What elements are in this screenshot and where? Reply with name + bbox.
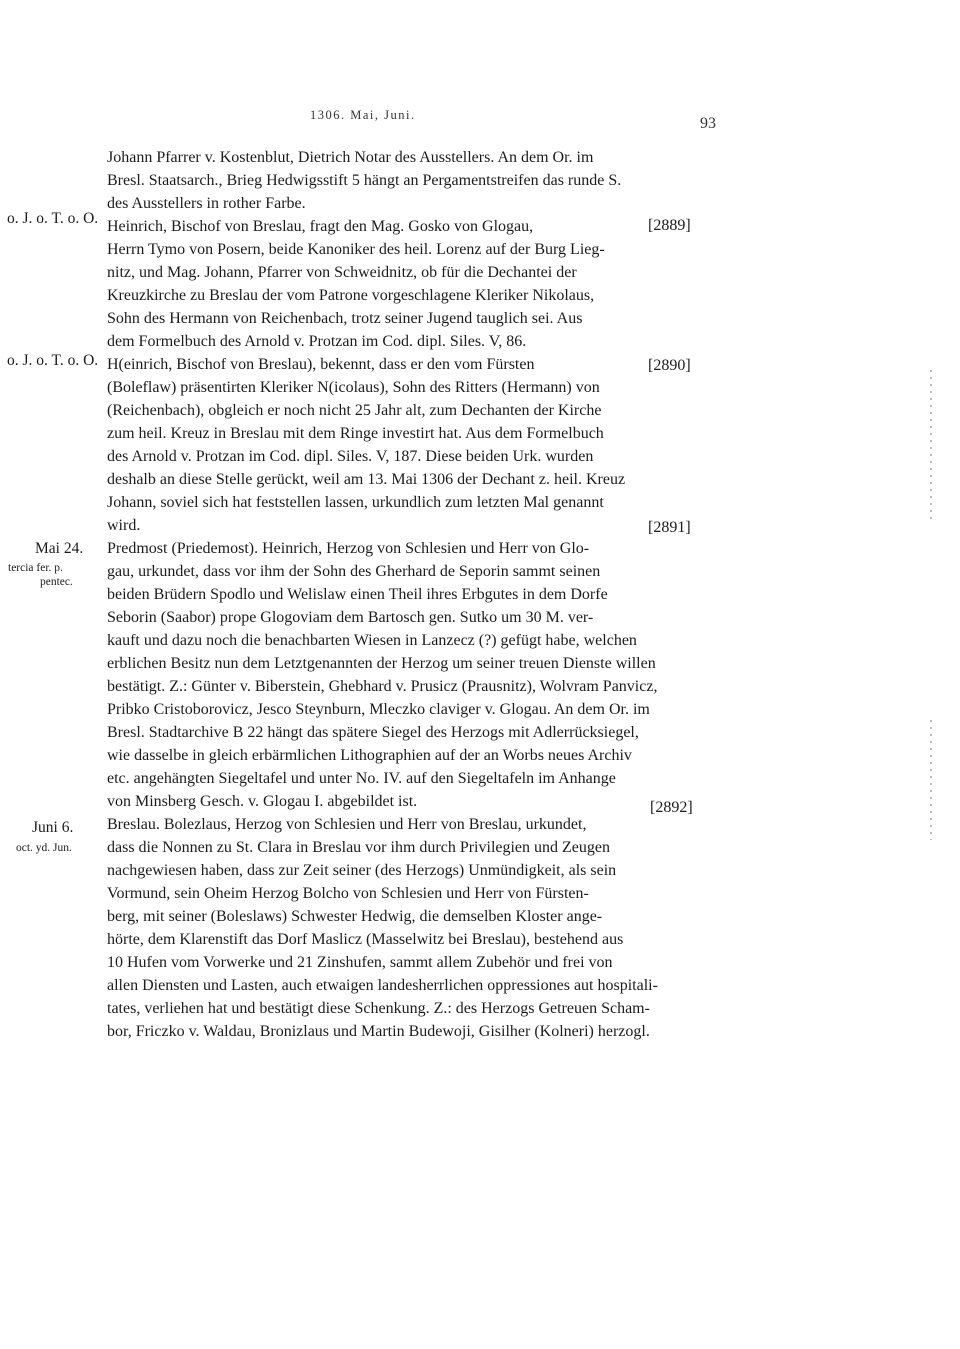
text-line: Pribko Cristoborovicz, Jesco Steynburn, Mleczko claviger v. Glogau. An dem Or. im bbox=[107, 701, 650, 718]
text-line: Sohn des Hermann von Reichenbach, trotz seiner Jugend tauglich sei. Aus bbox=[107, 310, 583, 327]
scan-edge-marks bbox=[930, 370, 932, 520]
text-line: beiden Brüdern Spodlo und Welislaw einen Theil ihres Erbgutes in dem Dorfe bbox=[107, 586, 608, 603]
text-line: gau, urkundet, dass vor ihm der Sohn des Gherhard de Seporin sammt seinen bbox=[107, 563, 601, 580]
margin-note-tercia: tercia fer. p. bbox=[8, 562, 63, 574]
text-line: dem Formelbuch des Arnold v. Protzan im Cod. dipl. Siles. V, 86. bbox=[107, 333, 527, 350]
text-line: Vormund, sein Oheim Herzog Bolcho von Schlesien und Herr von Fürsten- bbox=[107, 885, 589, 902]
text-line: Seborin (Saabor) prope Glogoviam dem Bartosch gen. Sutko um 30 M. ver- bbox=[107, 609, 594, 626]
text-line: Herrn Tymo von Posern, beide Kanoniker des heil. Lorenz auf der Burg Lieg- bbox=[107, 241, 605, 258]
text-line: Breslau. Bolezlaus, Herzog von Schlesien und Herr von Breslau, urkundet, bbox=[107, 816, 587, 833]
text-line: dass die Nonnen zu St. Clara in Breslau vor ihm durch Privilegien und Zeugen bbox=[107, 839, 611, 856]
text-line: H(einrich, Bischof von Breslau), bekennt, dass er den vom Fürsten bbox=[107, 356, 535, 373]
text-line: kauft und dazu noch die benachbarten Wiesen in Lanzecz (?) gefügt habe, welchen bbox=[107, 632, 637, 649]
text-line: Heinrich, Bischof von Breslau, fragt den Mag. Gosko von Glogau, bbox=[107, 218, 534, 235]
text-line: erblichen Besitz nun dem Letztgenannten der Herzog um seiner treuen Dienste willen bbox=[107, 655, 656, 672]
entry-number-2889: [2889] bbox=[648, 217, 691, 234]
margin-date-ojot-2: o. J. o. T. o. O. bbox=[7, 352, 99, 369]
text-line: Predmost (Priedemost). Heinrich, Herzog von Schlesien und Herr von Glo- bbox=[107, 540, 590, 557]
page-number: 93 bbox=[700, 115, 716, 132]
text-line: zum heil. Kreuz in Breslau mit dem Ringe investirt hat. Aus dem Formelbuch bbox=[107, 425, 604, 442]
text-line: Johann Pfarrer v. Kostenblut, Dietrich Notar des Ausstellers. An dem Or. im bbox=[107, 149, 594, 166]
text-line: Johann, soviel sich hat feststellen lassen, urkundlich zum letzten Mal genannt bbox=[107, 494, 604, 511]
text-line: bor, Friczko v. Waldau, Bronizlaus und Martin Budewoji, Gisilher (Kolneri) herzogl. bbox=[107, 1023, 650, 1040]
margin-date-mai-24: Mai 24. bbox=[35, 540, 84, 557]
text-line: allen Diensten und Lasten, auch etwaigen landesherrlichen oppressiones aut hospitali- bbox=[107, 977, 658, 994]
text-line: (Reichenbach), obgleich er noch nicht 25 Jahr alt, zum Dechanten der Kirche bbox=[107, 402, 602, 419]
text-line: berg, mit seiner (Boleslaws) Schwester Hedwig, die demselben Kloster ange- bbox=[107, 908, 603, 925]
running-header: 1306. Mai, Juni. bbox=[310, 108, 416, 122]
margin-note-oct-yd-jun: oct. yd. Jun. bbox=[16, 842, 72, 854]
scan-edge-marks bbox=[930, 720, 932, 840]
text-line: hörte, dem Klarenstift das Dorf Maslicz (Masselwitz bei Breslau), bestehend aus bbox=[107, 931, 624, 948]
text-line: etc. angehängten Siegeltafel und unter No. IV. auf den Siegeltafeln im Anhange bbox=[107, 770, 616, 787]
text-line: des Ausstellers in rother Farbe. bbox=[107, 195, 306, 212]
text-line: bestätigt. Z.: Günter v. Biberstein, Ghebhard v. Prusicz (Prausnitz), Wolvram Panvicz, bbox=[107, 678, 658, 695]
entry-number-2891: [2891] bbox=[648, 519, 691, 536]
margin-date-ojot-1: o. J. o. T. o. O. bbox=[7, 210, 99, 227]
text-line: nitz, und Mag. Johann, Pfarrer von Schweidnitz, ob für die Dechantei der bbox=[107, 264, 577, 281]
text-line: Kreuzkirche zu Breslau der vom Patrone vorgeschlagene Kleriker Nikolaus, bbox=[107, 287, 595, 304]
text-line: wird. bbox=[107, 517, 141, 534]
text-line: 10 Hufen vom Vorwerke und 21 Zinshufen, sammt allem Zubehör und frei von bbox=[107, 954, 613, 971]
text-line: tates, verliehen hat und bestätigt diese Schenkung. Z.: des Herzogs Getreuen Scham- bbox=[107, 1000, 650, 1017]
entry-number-2892: [2892] bbox=[650, 799, 693, 816]
text-line: des Arnold v. Protzan im Cod. dipl. Siles. V, 187. Diese beiden Urk. wurden bbox=[107, 448, 594, 465]
text-line: deshalb an diese Stelle gerückt, weil am 13. Mai 1306 der Dechant z. heil. Kreuz bbox=[107, 471, 626, 488]
text-line: (Boleflaw) präsentirten Kleriker N(icolaus), Sohn des Ritters (Hermann) von bbox=[107, 379, 600, 396]
text-line: Bresl. Stadtarchive B 22 hängt das spätere Siegel des Herzogs mit Adlerrücksiegel, bbox=[107, 724, 639, 741]
margin-date-juni-6: Juni 6. bbox=[32, 819, 74, 836]
text-line: von Minsberg Gesch. v. Glogau I. abgebildet ist. bbox=[107, 793, 418, 810]
text-line: nachgewiesen haben, dass zur Zeit seiner (des Herzogs) Unmündigkeit, als sein bbox=[107, 862, 617, 879]
margin-note-pentec: pentec. bbox=[40, 576, 73, 588]
text-line: Bresl. Staatsarch., Brieg Hedwigsstift 5 hängt an Pergamentstreifen das runde S. bbox=[107, 172, 622, 189]
text-line: wie dasselbe in gleich erbärmlichen Lithographien auf der an Worbs neues Archiv bbox=[107, 747, 632, 764]
entry-number-2890: [2890] bbox=[648, 357, 691, 374]
